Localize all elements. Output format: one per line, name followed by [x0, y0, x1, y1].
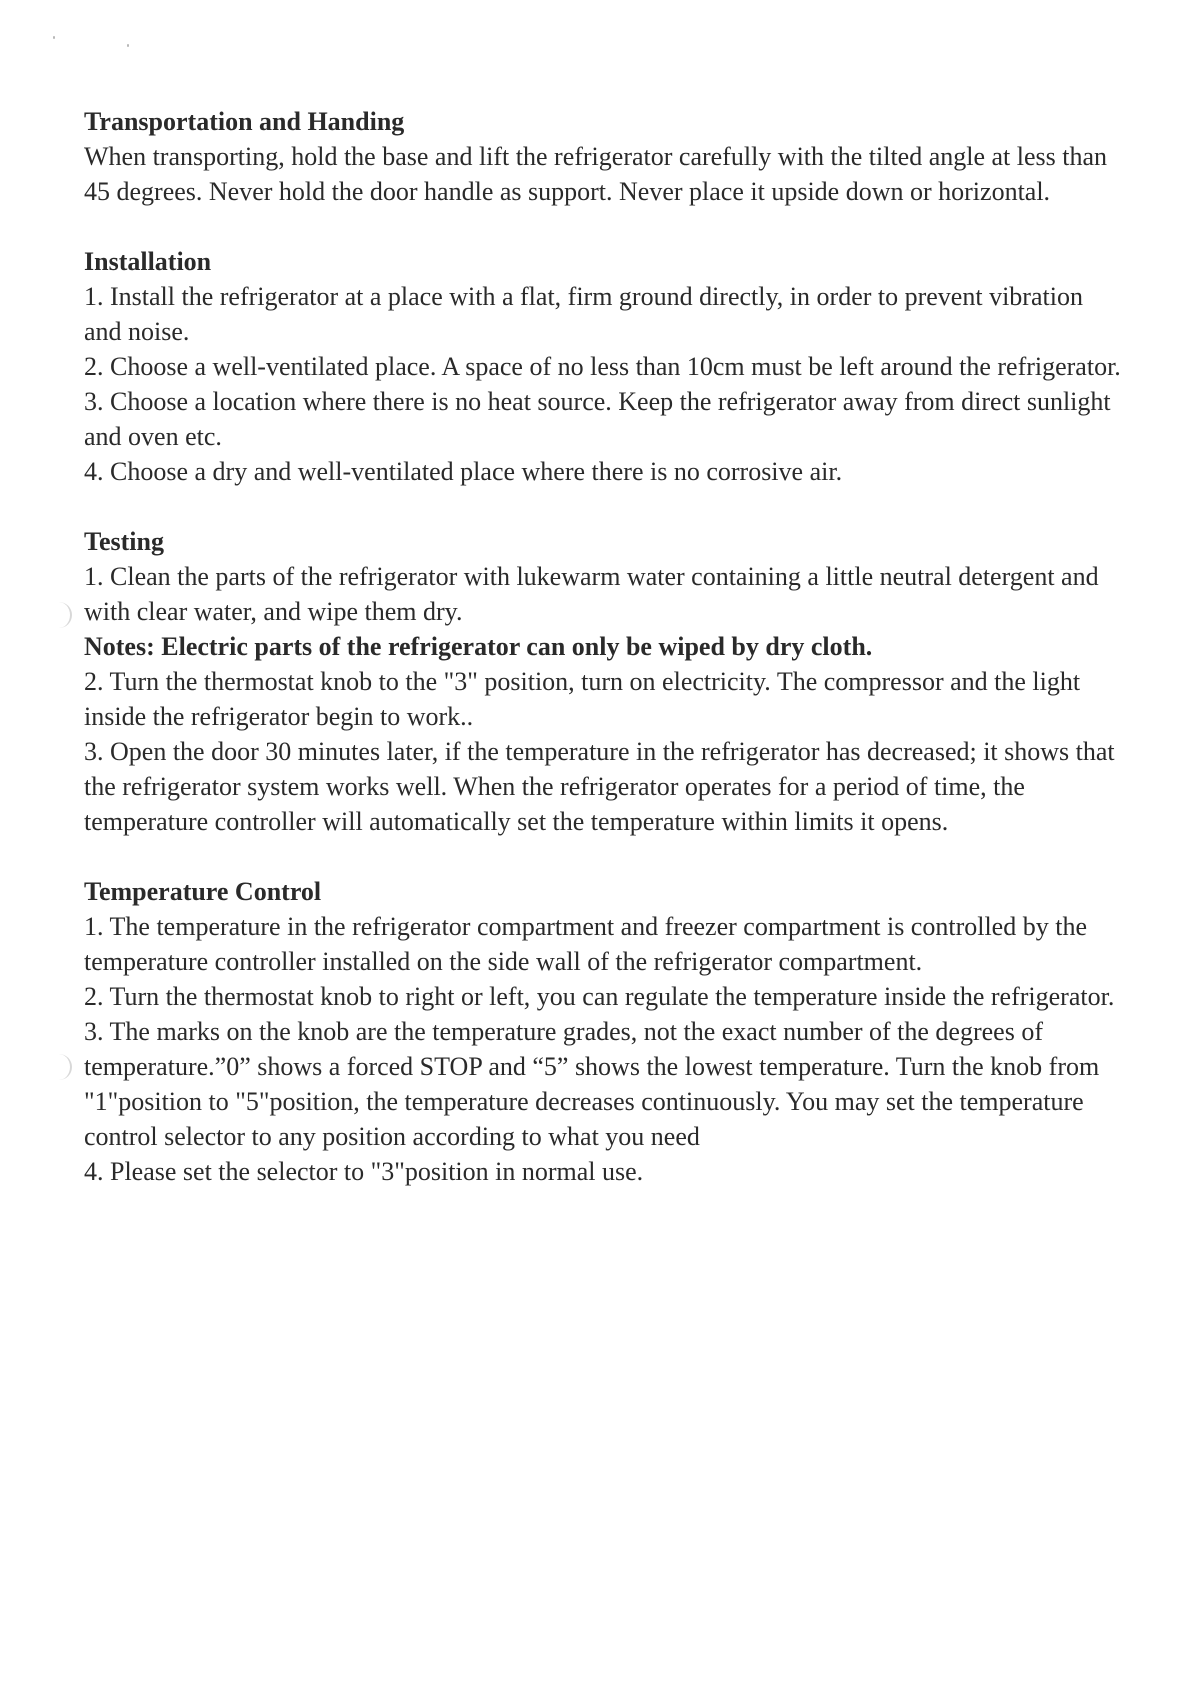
list-item: 3. Choose a location where there is no heat source. Keep the refrigerator away from direct sunlight and oven etc.	[84, 387, 1111, 451]
scan-speck	[53, 36, 55, 39]
section-temperature-control	[84, 874, 1124, 1189]
section-title: Testing	[84, 527, 164, 556]
list-item: 2. Turn the thermostat knob to the "3" position, turn on electricity. The compressor and the light inside the refrigerator begin to work..	[84, 667, 1081, 731]
list-item: 1. Clean the parts of the refrigerator with lukewarm water containing a little neutral detergent and with clear water, and wipe them dry.	[84, 562, 1099, 626]
list-item: 2. Choose a well-ventilated place. A space of no less than 10cm must be left around the refrigerator.	[84, 352, 1121, 381]
section-title: Temperature Control	[84, 877, 322, 906]
list-item: 1. The temperature in the refrigerator compartment and freezer compartment is controlled by the temperature controller installed on the side wall of the refrigerator compartment.	[84, 912, 1087, 976]
list-item: 3. Open the door 30 minutes later, if the temperature in the refrigerator has decreased; it shows that the refrigerator system works well. When the refrigerator operates for a period of time, the temperature controller will automatically set the temperature within limits it opens.	[84, 737, 1115, 836]
section-testing	[84, 524, 1124, 839]
section-title: Transportation and Handing	[84, 107, 405, 136]
note-text: Notes: Electric parts of the refrigerator can only be wiped by dry cloth.	[84, 632, 873, 661]
document-page	[84, 104, 1124, 1224]
scan-speck	[127, 44, 129, 47]
section-installation	[84, 244, 1124, 489]
section-transportation	[84, 104, 1124, 209]
paragraph: When transporting, hold the base and lift the refrigerator carefully with the tilted angle at less than 45 degrees. Never hold the door handle as support. Never place it upside down or horizontal.	[84, 142, 1108, 206]
list-item: 1. Install the refrigerator at a place with a flat, firm ground directly, in order to prevent vibration and noise.	[84, 282, 1083, 346]
list-item: 2. Turn the thermostat knob to right or left, you can regulate the temperature inside the refrigerator.	[84, 982, 1115, 1011]
scan-margin-mark	[58, 602, 72, 628]
scan-margin-mark	[58, 1054, 72, 1080]
list-item: 4. Choose a dry and well-ventilated place where there is no corrosive air.	[84, 457, 843, 486]
section-title: Installation	[84, 247, 212, 276]
list-item: 4. Please set the selector to "3"position in normal use.	[84, 1157, 644, 1186]
list-item: 3. The marks on the knob are the temperature grades, not the exact number of the degrees of temperature.”0” shows a forced STOP and “5” shows the lowest temperature. Turn the knob from "1"position to "5"position, the temperature decreases continuously. You may set the temperature control selector to any position according to what you need	[84, 1017, 1100, 1151]
